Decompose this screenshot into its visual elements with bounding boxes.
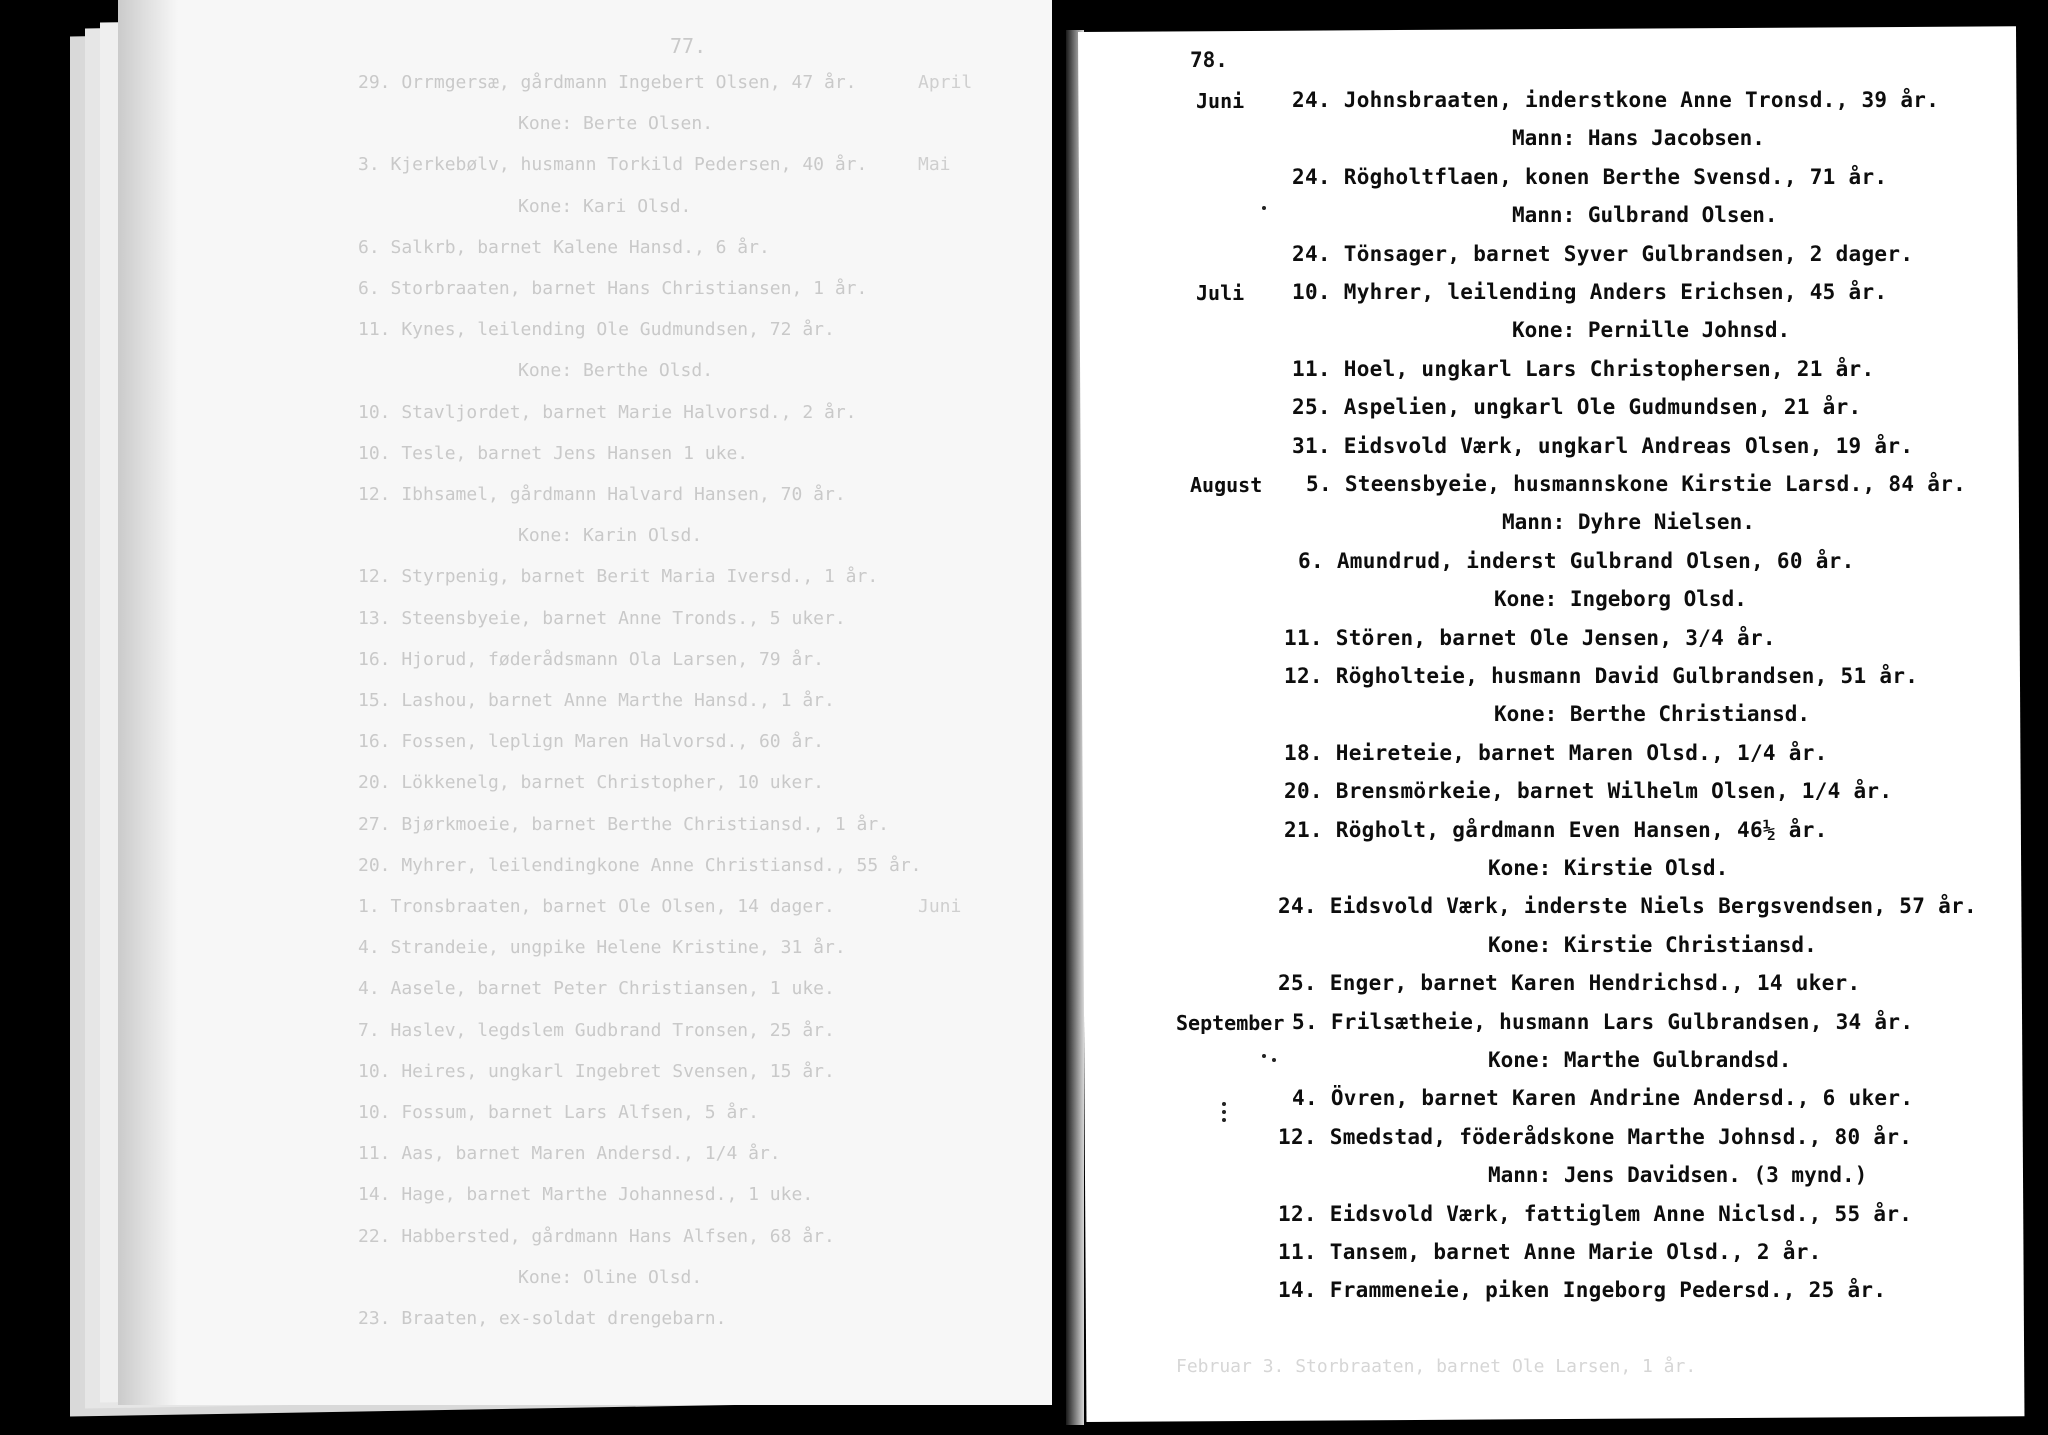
spouse-line: Mann: Dyhre Nielsen. <box>1502 510 1755 535</box>
page-shadow <box>118 0 178 1405</box>
left-page-row: Kone: Berthe Olsd. <box>518 360 714 382</box>
left-page-row: 12. Ibhsamel, gårdmann Halvard Hansen, 70 år. <box>358 484 846 505</box>
left-page-row: 10. Tesle, barnet Jens Hansen 1 uke. <box>358 442 749 464</box>
left-page-month: Mai <box>918 154 951 176</box>
left-page-month: April <box>918 72 973 93</box>
left-page-row: 20. Myhrer, leilendingkone Anne Christiansd., 55 år. <box>358 854 922 876</box>
spouse-line: Kone: Kirstie Christiansd. <box>1488 932 1817 957</box>
left-page-row: Kone: Karin Olsd. <box>518 525 703 547</box>
left-page-row: 23. Braaten, ex-soldat drengebarn. <box>358 1308 727 1329</box>
burial-entry: 25. Enger, barnet Karen Hendrichsd., 14 uker. <box>1278 971 1861 996</box>
burial-entry: 24. Tönsager, barnet Syver Gulbrandsen, 2 dager. <box>1292 241 1914 266</box>
burial-entry: 14. Frammeneie, piken Ingeborg Pedersd., 25 år. <box>1278 1278 1887 1303</box>
burial-entry: 6. Amundrud, inderst Gulbrand Olsen, 60 år. <box>1298 548 1855 573</box>
bleed-through-line: Februar 3. Storbraaten, barnet Ole Larsen, 1 år. <box>1176 1356 1697 1377</box>
left-page-row: 22. Habbersted, gårdmann Hans Alfsen, 68 år. <box>358 1225 835 1247</box>
ink-speck <box>1262 1054 1266 1058</box>
left-page-row: 1. Tronsbraaten, barnet Ole Olsen, 14 dager. <box>358 896 835 917</box>
month-label: Juli <box>1196 281 1245 305</box>
left-page-row: 4. Strandeie, ungpike Helene Kristine, 31 år. <box>358 937 846 959</box>
left-page-row: 10. Stavljordet, barnet Marie Halvorsd., 2 år. <box>358 401 857 423</box>
left-page-row: 3. Kjerkebølv, husmann Torkild Pedersen, 40 år. <box>358 154 868 176</box>
spouse-line: Kone: Pernille Johnsd. <box>1512 318 1791 343</box>
left-page-row: 10. Heires, ungkarl Ingebret Svensen, 15 år. <box>358 1060 835 1082</box>
spouse-line: Kone: Ingeborg Olsd. <box>1494 587 1747 612</box>
left-page-number: 77. <box>670 34 707 58</box>
spouse-line: Mann: Jens Davidsen. (3 mynd.) <box>1488 1163 1868 1188</box>
month-label: Juni <box>1196 89 1245 113</box>
left-page-row: 14. Hage, barnet Marthe Johannesd., 1 uke. <box>358 1184 814 1206</box>
ink-speck <box>1262 206 1266 210</box>
burial-entry: 31. Eidsvold Værk, ungkarl Andreas Olsen, 19 år. <box>1292 433 1914 458</box>
left-page-row: 4. Aasele, barnet Peter Christiansen, 1 uke. <box>358 978 835 1000</box>
left-page-row: 6. Salkrb, barnet Kalene Hansd., 6 år. <box>358 236 770 258</box>
left-page-row: 20. Lökkenelg, barnet Christopher, 10 uker. <box>358 772 824 794</box>
burial-entry: 24. Eidsvold Værk, inderste Niels Bergsvendsen, 57 år. <box>1278 894 1977 919</box>
left-page-row: 6. Storbraaten, barnet Hans Christiansen, 1 år. <box>358 278 868 299</box>
burial-entry: 10. Myhrer, leilending Anders Erichsen, 45 år. <box>1292 280 1888 304</box>
burial-entry: 18. Heireteie, barnet Maren Olsd., 1/4 år. <box>1284 740 1828 765</box>
left-page <box>118 0 1053 1405</box>
month-label: August <box>1190 473 1263 497</box>
ink-speck <box>1222 1118 1226 1122</box>
month-label: September <box>1176 1010 1285 1035</box>
burial-entry: 12. Smedstad, föderådskone Marthe Johnsd., 80 år. <box>1278 1124 1913 1149</box>
ink-speck <box>1222 1102 1226 1106</box>
spouse-line: Mann: Gulbrand Olsen. <box>1512 203 1778 228</box>
left-page-row: Kone: Kari Olsd. <box>518 195 692 217</box>
burial-entry: 5. Frilsætheie, husmann Lars Gulbrandsen, 34 år. <box>1292 1009 1914 1034</box>
left-page-row: 12. Styrpenig, barnet Berit Maria Iversd., 1 år. <box>358 566 879 588</box>
left-page-row: 11. Kynes, leilending Ole Gudmundsen, 72 år. <box>358 319 835 341</box>
burial-entry: 25. Aspelien, ungkarl Ole Gudmundsen, 21 år. <box>1292 395 1862 420</box>
left-page-row: 27. Bjørkmoeie, barnet Berthe Christiansd., 1 år. <box>358 813 890 835</box>
burial-entry: 4. Övren, barnet Karen Andrine Andersd., 6 uker. <box>1292 1086 1914 1111</box>
left-page-row: 29. Orrmgersæ, gårdmann Ingebert Olsen, 47 år. <box>358 72 857 93</box>
burial-entry: 11. Stören, barnet Ole Jensen, 3/4 år. <box>1284 625 1776 650</box>
burial-entry: 24. Johnsbraaten, inderstkone Anne Tronsd., 39 år. <box>1292 88 1940 112</box>
burial-entry: 11. Tansem, barnet Anne Marie Olsd., 2 år. <box>1278 1240 1822 1264</box>
burial-entry: 21. Rögholt, gårdmann Even Hansen, 46½ år. <box>1284 817 1828 842</box>
left-page-row: 11. Aas, barnet Maren Andersd., 1/4 år. <box>358 1143 781 1165</box>
left-page-row: 10. Fossum, barnet Lars Alfsen, 5 år. <box>358 1102 759 1123</box>
ink-speck <box>1272 1058 1276 1062</box>
left-page-row: 16. Fossen, leplign Maren Halvorsd., 60 år. <box>358 731 824 753</box>
burial-entry: 12. Eidsvold Værk, fattiglem Anne Niclsd., 55 år. <box>1278 1201 1913 1226</box>
spouse-line: Kone: Marthe Gulbrandsd. <box>1488 1048 1792 1072</box>
spouse-line: Mann: Hans Jacobsen. <box>1512 126 1765 151</box>
burial-entry: 20. Brensmörkeie, barnet Wilhelm Olsen, 1/4 år. <box>1284 779 1893 804</box>
burial-entry: 24. Rögholtflaen, konen Berthe Svensd., 71 år. <box>1292 164 1888 189</box>
left-page-row: Kone: Berte Olsen. <box>518 113 714 135</box>
ink-speck <box>1222 1110 1226 1114</box>
left-page-row: Kone: Oline Olsd. <box>518 1266 703 1288</box>
burial-entry: 11. Hoel, ungkarl Lars Christophersen, 21 år. <box>1292 356 1875 381</box>
left-page-row: 13. Steensbyeie, barnet Anne Tronds., 5 uker. <box>358 607 846 629</box>
spouse-line: Kone: Kirstie Olsd. <box>1488 856 1729 880</box>
left-page-row: 7. Haslev, legdslem Gudbrand Tronsen, 25 år. <box>358 1019 835 1041</box>
left-page-row: 15. Lashou, barnet Anne Marthe Hansd., 1 år. <box>358 690 835 711</box>
burial-entry: 5. Steensbyeie, husmannskone Kirstie Larsd., 84 år. <box>1306 472 1967 496</box>
spouse-line: Kone: Berthe Christiansd. <box>1494 702 1811 727</box>
right-page-number: 78. <box>1190 48 1228 72</box>
left-page-month: Juni <box>918 896 962 917</box>
burial-entry: 12. Rögholteie, husmann David Gulbrandsen, 51 år. <box>1284 664 1919 688</box>
left-page-row: 16. Hjorud, føderådsmann Ola Larsen, 79 år. <box>358 648 824 670</box>
